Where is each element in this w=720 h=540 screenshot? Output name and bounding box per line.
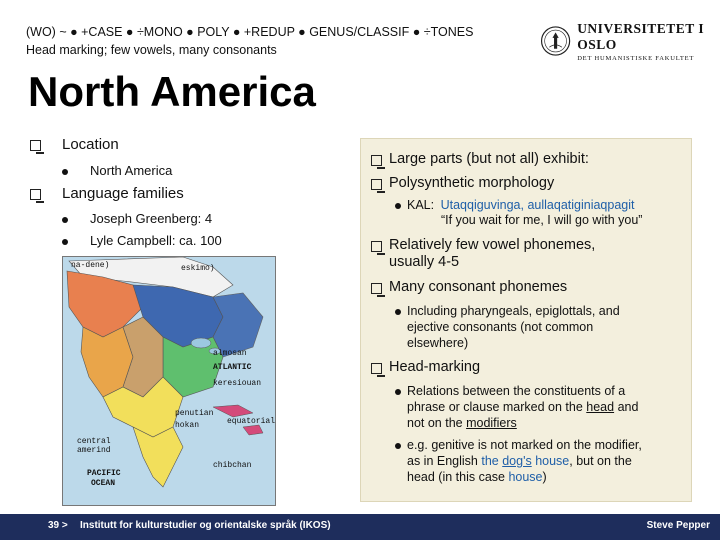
dot-bullet-icon [395,203,401,209]
square-bullet-icon [30,189,41,200]
institute-name: Institutt for kulturstudier og orientalske språk (IKOS) [80,520,331,531]
author-name: Steve Pepper [646,520,710,531]
kal-gloss: “If you wait for me, I will go with you” [441,213,643,227]
map-label-pacific: PACIFIC [87,469,121,478]
header-feature-line: (WO) ~ ● +CASE ● ÷MONO ● POLY ● +REDUP ● GENUS/CLASSIF ● ÷TONES [26,25,474,39]
kal-example-word: Utaqqiguvinga, aullaqatiginiaqpagit [440,198,635,212]
slide-title: North America [28,68,316,115]
square-bullet-icon [371,241,382,252]
dogs-underlined: dog's [502,454,532,468]
dot-bullet-icon [62,217,68,223]
map-label-na-dene: na-dene) [71,261,110,270]
header-subtitle: Head marking; few vowels, many consonants [26,43,277,57]
modifiers-underlined: modifiers [466,416,517,430]
map-label-ocean: OCEAN [91,479,116,488]
head-underlined: head [586,400,615,414]
dot-bullet-icon [395,389,401,395]
slide: (WO) ~ ● +CASE ● ÷MONO ● POLY ● +REDUP ● GENUS/CLASSIF ● ÷TONES Head marking; few vowels, many consonants UNIVERSITETET I OSLO DET HUMANISTISKE FAKULTET North America Location North America Language families Joseph Greenberg: 4 Lyle Campbell: ca. 100 na-dene) eskimo) almosan ATLANTIC keresiouan penutian hokan equatorial central amerind chibchan PACIFIC OCEAN Large parts (but not all) exhibit: Polysynthetic morphology KAL: Utaqqiguvinga, aullaqatiginiaqpagit “If you wait for me, I will go with you” Relatively few vowel phonemes, usually 4-5 Many consonant phonemes Including pharyngeals, epiglottals, and ejective consonants (not common elsewhere) Head-marking Relations between the constituents of a phrase or clause marked on the head and not on the modifiers e.g. genitive is not marked on the modifier, as in English the dog's house, but on the head (in this case house) 39 > Institutt for kulturstudier og orientalske språk (IKOS) Steve Pepper [0,0,720,540]
university-seal-icon [540,21,571,61]
university-name: UNIVERSITETET I OSLO [577,20,705,52]
map-label-chibchan: chibchan [213,461,252,470]
map-label-hokan: hokan [175,421,200,430]
square-bullet-icon [371,363,382,374]
faculty-name: DET HUMANISTISKE FAKULTET [577,54,695,62]
map-graphic [63,257,275,505]
map-label-eskimo: eskimo) [181,264,215,273]
right-content-box: Large parts (but not all) exhibit: Polysynthetic morphology KAL: Utaqqiguvinga, aullaqatiginiaqpagit “If you wait for me, I will go with you” Relatively few vowel phonemes, usually 4-5 Many consonant phonemes Including pharyngeals, epiglottals, and ejective consonants (not common elsewhere) Head-marking Relations between the constituents of a phrase or clause marked on the head and not on the modifiers e.g. genitive is not marked on the modifier, as in English the dog's house, but on the head (in this case house) [360,138,692,502]
square-bullet-icon [30,140,41,151]
dot-bullet-icon [395,443,401,449]
language-family-map [62,256,276,506]
square-bullet-icon [371,283,382,294]
square-bullet-icon [371,155,382,166]
footer-bar [0,514,720,540]
map-label-almosan: almosan [213,349,247,358]
map-label-equatorial: equatorial [227,417,275,426]
map-label-penutian: penutian [175,409,214,418]
dot-bullet-icon [62,239,68,245]
dot-bullet-icon [62,169,68,175]
university-logo [540,18,710,64]
page-number[interactable]: 39 > [48,520,68,531]
square-bullet-icon [371,179,382,190]
map-label-atlantic: ATLANTIC [213,363,252,372]
map-label-amerind: amerind [77,446,111,455]
map-label-central: central [77,437,111,446]
dot-bullet-icon [395,309,401,315]
map-label-keresiouan: keresiouan [213,379,262,388]
